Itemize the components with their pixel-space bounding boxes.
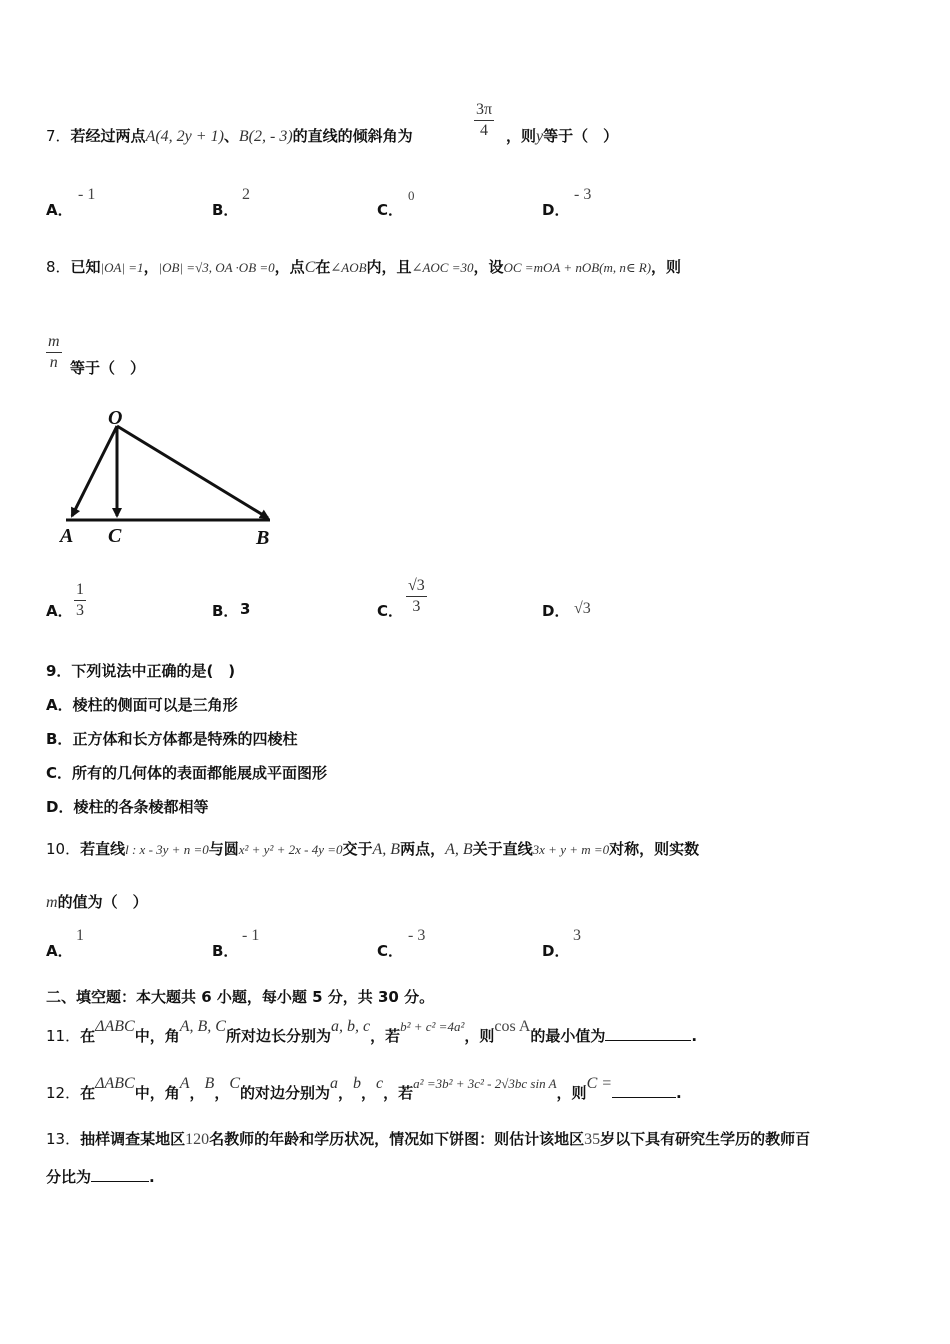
- q10-option-c-label: C．: [377, 942, 404, 960]
- q8-ratio-fraction: [46, 332, 62, 373]
- q8-option-a-fraction: [74, 580, 86, 621]
- q8-text-4: 内，且: [366, 258, 412, 276]
- q13-text-3: 岁以下具有研究生学历的教师百: [600, 1130, 811, 1148]
- q11-text-3: 所对边长分别为: [225, 1027, 331, 1045]
- q10-option-c-value: - 3: [408, 927, 426, 944]
- q11-answer-blank: [605, 1026, 691, 1041]
- q7-option-c-value: 0: [408, 188, 415, 203]
- q12-comma-4: ，: [361, 1084, 377, 1102]
- q7-angle-fraction: [474, 100, 494, 141]
- q9-option-a-label: A．: [46, 696, 73, 714]
- q10-m: m: [46, 894, 58, 911]
- q12-text-5: ，则: [556, 1084, 587, 1102]
- q7-text-4: 等于（ ）: [543, 127, 619, 145]
- q10-expr-sym-line: 3x + y + m =0: [532, 842, 610, 857]
- q9-option-c-label: C．: [46, 764, 73, 782]
- q9-option-d-label: D．: [46, 798, 74, 816]
- q12-answer-blank: [612, 1083, 676, 1098]
- q8-option-c-label: C．: [377, 602, 404, 620]
- q8-option-d-label: D．: [542, 602, 570, 620]
- q8-number: 8．: [46, 258, 71, 276]
- q8-option-a-den: 3: [76, 602, 84, 619]
- q13-text-5: .: [149, 1168, 155, 1186]
- q8-option-a-label: A．: [46, 602, 73, 620]
- q7-frac-num: 3π: [474, 100, 494, 121]
- q11-stem: [46, 1015, 698, 1045]
- q12-side-b: b: [353, 1075, 362, 1092]
- label-o: O: [108, 410, 123, 429]
- q7-point-a: A(4, 2y + 1): [145, 128, 224, 145]
- q10-number: 10．: [46, 840, 81, 858]
- q8-text-3: 在: [315, 258, 331, 276]
- q12-comma-1: ，: [189, 1084, 205, 1102]
- section-2-heading: 二、填空题：本大题共 6 小题，每小题 5 分，共 30 分。: [46, 988, 435, 1006]
- q8-option-c-den: 3: [412, 598, 421, 615]
- q12-angle-b: B: [204, 1075, 215, 1092]
- q10-text-1: 若直线: [80, 840, 126, 858]
- q7-option-a-label: A．: [46, 201, 73, 219]
- q12-side-a: a: [330, 1075, 339, 1092]
- q12-comma-3: ，: [338, 1084, 354, 1102]
- q11-cos-a: cos A: [494, 1018, 531, 1035]
- q10-stem-2: [46, 891, 148, 912]
- q11-text-6: 的最小值为: [530, 1027, 606, 1045]
- q11-number: 11．: [46, 1027, 81, 1045]
- q8-text-1: 已知: [70, 258, 101, 276]
- q8-expr-2: |OB| =√3, OA ·OB =0: [158, 260, 275, 275]
- q10-text-7: 的值为（ ）: [57, 893, 148, 911]
- q8-frac-num: m: [46, 332, 62, 353]
- q8-option-d-value: √3: [574, 600, 591, 617]
- q12-stem: [46, 1072, 682, 1102]
- q9-option-a-text: 棱柱的侧面可以是三角形: [72, 696, 238, 714]
- q9-option-d: [46, 796, 208, 817]
- q7-text-3: ，则: [506, 127, 537, 145]
- q7-frac-den: 4: [480, 122, 489, 139]
- q9-option-d-text: 棱柱的各条棱都相等: [73, 798, 209, 816]
- q12-side-c: c: [376, 1075, 384, 1092]
- q10-text-6: 对称，则实数: [609, 840, 700, 858]
- q10-option-b-label: B．: [212, 942, 239, 960]
- q8-point-c: C: [304, 259, 316, 276]
- label-b: B: [256, 527, 270, 549]
- q7-text-2: 的直线的倾斜角为: [292, 127, 413, 145]
- q8-text-5: ，设: [473, 258, 504, 276]
- q11-angles: A, B, C: [179, 1018, 226, 1035]
- q7-sep: 、: [223, 127, 239, 145]
- q13-count: 120: [185, 1131, 210, 1148]
- q8-text-2: ，点: [274, 258, 305, 276]
- q9-option-a: [46, 694, 238, 715]
- q7-number: 7．: [46, 127, 71, 145]
- q7-option-a-value: - 1: [78, 186, 96, 203]
- q13-age: 35: [584, 1131, 601, 1148]
- q7-option-b-label: B．: [212, 201, 239, 219]
- q9-option-c-text: 所有的几何体的表面都能展成平面图形: [72, 764, 328, 782]
- q13-stem-2: [46, 1166, 155, 1187]
- q9-option-b-label: B．: [46, 730, 73, 748]
- q13-answer-blank: [91, 1167, 149, 1182]
- question-8: [46, 250, 916, 630]
- q11-text-4: ，若: [370, 1027, 401, 1045]
- q11-sides: a, b, c: [330, 1018, 371, 1035]
- q8-text-7: 等于（ ）: [70, 359, 146, 377]
- q10-expr-circle: x² + y² + 2x - 4y =0: [238, 842, 343, 857]
- q10-text-5: 关于直线: [472, 840, 533, 858]
- q7-stem: [46, 125, 413, 146]
- q8-option-b-value: 3: [240, 600, 251, 618]
- q7-option-b-value: 2: [242, 186, 250, 203]
- q8-text-6: ，则: [651, 258, 682, 276]
- q7-point-b: B(2, - 3): [238, 128, 293, 145]
- q13-text-1: 抽样调查某地区: [80, 1130, 186, 1148]
- q9-title: 9．下列说法中正确的是( ): [46, 662, 236, 680]
- q12-condition: a² =3b² + 3c² - 2√3bc sin A: [413, 1076, 557, 1091]
- q11-triangle: ΔABC: [95, 1018, 135, 1035]
- q12-c-equals: C =: [586, 1075, 613, 1092]
- q13-text-2: 名教师的年龄和学历状况，情况如下饼图：则估计该地区: [209, 1130, 585, 1148]
- q8-expr-4: ∠AOC =30: [411, 260, 474, 275]
- q10-expr-ab-2: A, B: [445, 841, 473, 858]
- question-7: [46, 100, 906, 230]
- q10-stem: [46, 838, 699, 859]
- q12-number: 12．: [46, 1084, 81, 1102]
- q12-text-6: .: [676, 1084, 682, 1102]
- q7-option-d-value: - 3: [574, 186, 592, 203]
- q11-text-5: ，则: [464, 1027, 495, 1045]
- q9-option-c: [46, 762, 327, 783]
- q8-expr-5: OC =mOA + nOB(m, n∈ R): [503, 260, 652, 275]
- q10-text-4: 两点，: [400, 840, 446, 858]
- label-a: A: [60, 525, 74, 547]
- q7-option-d-label: D．: [542, 201, 570, 219]
- q8-frac-den: n: [49, 354, 58, 371]
- q12-text-3: 的对边分别为: [240, 1084, 331, 1102]
- q12-triangle: ΔABC: [95, 1075, 135, 1092]
- q13-text-4: 分比为: [46, 1168, 92, 1186]
- q10-text-3: 交于: [342, 840, 373, 858]
- q10-expr-ab-1: A, B: [372, 841, 401, 858]
- q12-angle-a: A: [179, 1075, 190, 1092]
- q10-option-d-value: 3: [573, 927, 581, 944]
- q7-stem-end: [506, 125, 618, 146]
- q10-expr-line: l : x - 3y + n =0: [125, 842, 209, 857]
- q11-text-1: 在: [80, 1027, 96, 1045]
- q11-text-7: .: [691, 1027, 698, 1045]
- q11-text-2: 中，角: [134, 1027, 180, 1045]
- q10-option-a-value: 1: [76, 927, 84, 944]
- q13-stem: [46, 1128, 810, 1149]
- q8-option-b-label: B．: [212, 602, 239, 620]
- q7-option-c-label: C．: [377, 201, 404, 219]
- label-c: C: [108, 525, 122, 547]
- q8-option-c-num: √3: [406, 576, 427, 597]
- q8-comma: ，: [143, 258, 159, 276]
- q10-text-2: 与圆: [208, 840, 239, 858]
- q11-condition: b² + c² =4a²: [400, 1019, 465, 1034]
- q12-angle-c: C: [229, 1075, 240, 1092]
- q12-comma-2: ，: [214, 1084, 230, 1102]
- vector-ob: [117, 426, 268, 518]
- q7-y: y: [536, 128, 544, 145]
- q9-option-b-text: 正方体和长方体都是特殊的四棱柱: [72, 730, 298, 748]
- q12-text-1: 在: [80, 1084, 96, 1102]
- q13-number: 13．: [46, 1130, 81, 1148]
- q10-option-b-value: - 1: [242, 927, 260, 944]
- q9-option-b: [46, 728, 297, 749]
- q7-text-1: 若经过两点: [70, 127, 146, 145]
- q10-option-a-label: A．: [46, 942, 73, 960]
- vector-oa: [72, 426, 117, 516]
- q12-text-4: ，若: [383, 1084, 414, 1102]
- q8-stem: [46, 256, 681, 277]
- q10-option-d-label: D．: [542, 942, 570, 960]
- q8-triangle-figure: [58, 410, 288, 550]
- q8-expr-1: |OA| =1: [100, 260, 144, 275]
- q8-expr-3: ∠AOB: [330, 260, 367, 275]
- q8-option-a-num: 1: [74, 580, 86, 601]
- q12-text-2: 中，角: [134, 1084, 180, 1102]
- q8-option-c-fraction: [406, 576, 427, 617]
